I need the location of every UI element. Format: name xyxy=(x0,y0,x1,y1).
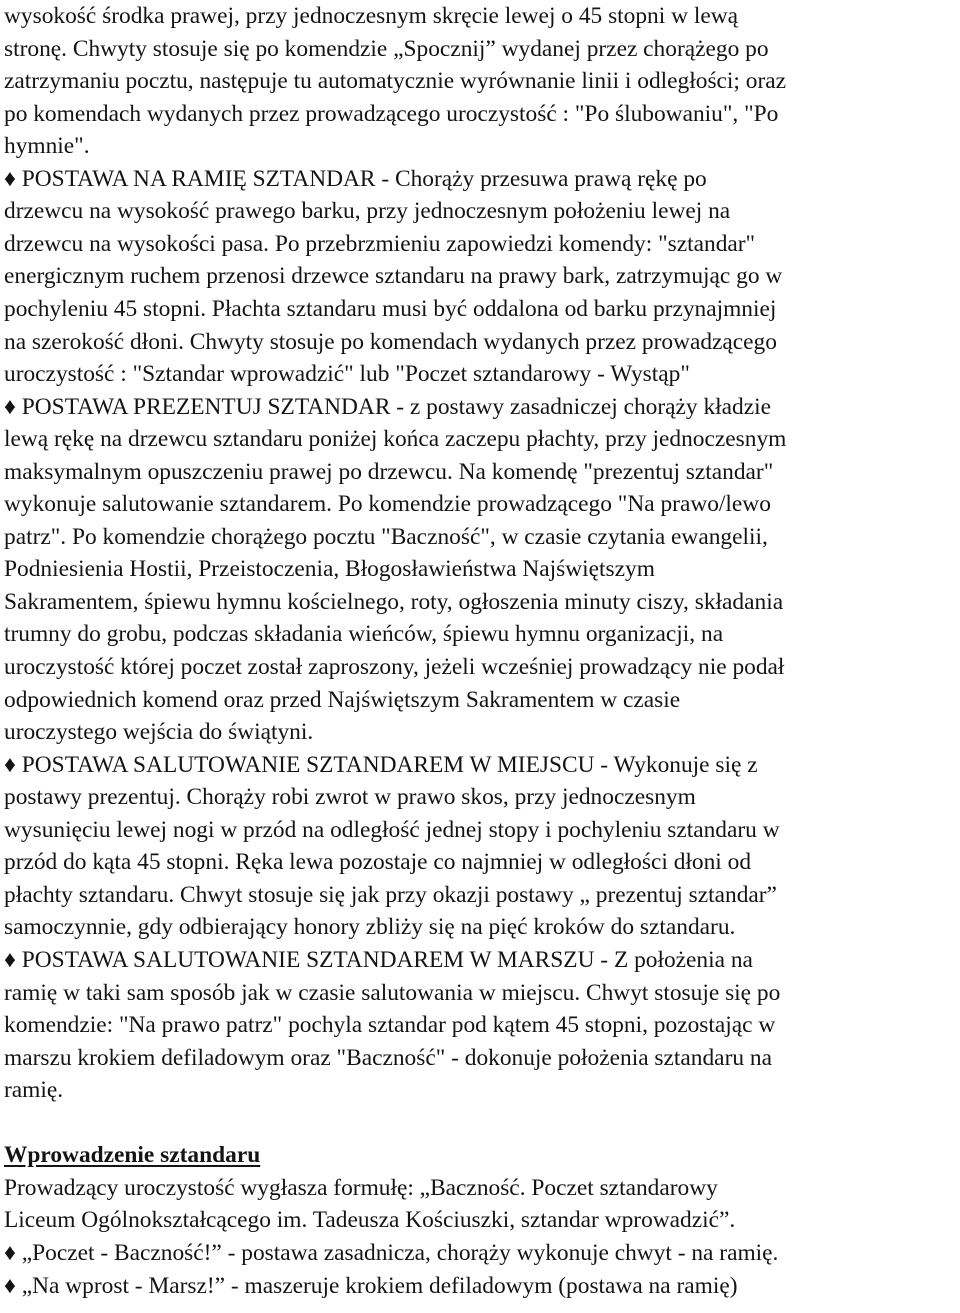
paragraph-line: uroczystego wejścia do świątyni. xyxy=(4,719,314,746)
paragraph-line: wykonuje salutowanie sztandarem. Po komendzie prowadzącego "Na prawo/lewo xyxy=(4,491,771,518)
paragraph-line: energicznym ruchem przenosi drzewce sztandaru na prawy bark, zatrzymując go w xyxy=(4,263,783,290)
paragraph-line: hymnie". xyxy=(4,133,90,160)
paragraph-line: drzewcu na wysokość prawego barku, przy jednoczesnym położeniu lewej na xyxy=(4,198,731,225)
paragraph-line: Podniesienia Hostii, Przeistoczenia, Błogosławieństwa Najświętszym xyxy=(4,556,655,583)
paragraph-line: uroczystość : "Sztandar wprowadzić" lub "Poczet sztandarowy - Wystąp" xyxy=(4,361,690,387)
paragraph-line: trumny do grobu, podczas składania wieńców, śpiewu hymnu organizacji, na xyxy=(4,621,724,648)
paragraph-line: drzewcu na wysokości pasa. Po przebrzmieniu zapowiedzi komendy: "sztandar" xyxy=(4,230,756,257)
paragraph-line: ♦ POSTAWA SALUTOWANIE SZTANDAREM W MIEJSCU - Wykonuje się z xyxy=(4,751,758,778)
section-line: ♦ „Poczet - Baczność!” - postawa zasadnicza, chorąży wykonuje chwyt - na ramię. xyxy=(4,1239,779,1266)
paragraph-line: ♦ POSTAWA SALUTOWANIE SZTANDAREM W MARSZU - Z położenia na xyxy=(4,946,753,973)
paragraph-line: ♦ POSTAWA PREZENTUJ SZTANDAR - z postawy zasadniczej chorąży kładzie xyxy=(4,393,771,420)
paragraph-line: odpowiednich komend oraz przed Najświętszym Sakramentem w czasie xyxy=(4,686,681,713)
paragraph-line: na szerokość dłoni. Chwyty stosuje po komendach wydanych przez prowadzącego xyxy=(4,328,777,355)
paragraph-line: marszu krokiem defiladowym oraz "Baczność" - dokonuje położenia sztandaru na xyxy=(4,1044,772,1071)
section-line: Prowadzący uroczystość wygłasza formułę: „Baczność. Poczet sztandarowy xyxy=(4,1174,718,1201)
paragraph-line: przód do kąta 45 stopni. Ręka lewa pozostaje co najmniej w odległości dłoni od xyxy=(4,849,752,876)
paragraph-line: wysokość środka prawej, przy jednoczesnym skręcie lewej o 45 stopni w lewą xyxy=(4,3,738,29)
section-line: ♦ „Na wprost - Marsz!” - maszeruje krokiem defiladowym (postawa na ramię) xyxy=(4,1272,738,1299)
paragraph-line: wysunięciu lewej nogi w przód na odległość jednej stopy i pochyleniu sztandaru w xyxy=(4,816,780,843)
paragraph-line: maksymalnym opuszczeniu prawej po drzewcu. Na komendę "prezentuj sztandar" xyxy=(4,458,774,485)
paragraph-line: zatrzymaniu pocztu, następuje tu automatycznie wyrównanie linii i odległości; oraz xyxy=(4,68,787,95)
paragraph-line: ramię. xyxy=(4,1077,64,1104)
paragraph-line: Sakramentem, śpiewu hymnu kościelnego, roty, ogłoszenia minuty ciszy, składania xyxy=(4,588,784,615)
paragraph-line: uroczystość której poczet został zaproszony, jeżeli wcześniej prowadzący nie podał xyxy=(4,654,785,680)
paragraph-line: patrz". Po komendzie chorążego pocztu "Baczność", w czasie czytania ewangelii, xyxy=(4,523,768,550)
paragraph-line: ramię w taki sam sposób jak w czasie salutowania w miejscu. Chwyt stosuje się po xyxy=(4,979,781,1006)
paragraph-line: stronę. Chwyty stosuje się po komendzie „Spocznij” wydanej przez chorążego po xyxy=(4,35,769,62)
paragraph-line: samoczynnie, gdy odbierający honory zbliży się na pięć kroków do sztandaru. xyxy=(4,914,736,941)
paragraph-line: postawy prezentuj. Chorąży robi zwrot w prawo skos, przy jednoczesnym xyxy=(4,784,696,811)
section-heading: Wprowadzenie sztandaru xyxy=(4,1142,261,1169)
paragraph-line: lewą rękę na drzewcu sztandaru poniżej końca zaczepu płachty, przy jednoczesnym xyxy=(4,426,787,453)
paragraph-line: płachty sztandaru. Chwyt stosuje się jak przy okazji postawy „ prezentuj sztandar” xyxy=(4,881,777,908)
paragraph-line: pochyleniu 45 stopni. Płachta sztandaru musi być oddalona od barku przynajmniej xyxy=(4,295,777,322)
section-line: Liceum Ogólnokształcącego im. Tadeusza Kościuszki, sztandar wprowadzić”. xyxy=(4,1207,736,1234)
paragraph-line: ♦ POSTAWA NA RAMIĘ SZTANDAR - Chorąży przesuwa prawą rękę po xyxy=(4,165,707,192)
paragraph-line: komendzie: "Na prawo patrz" pochyla sztandar pod kątem 45 stopni, pozostając w xyxy=(4,1012,776,1038)
paragraph-line: po komendach wydanych przez prowadzącego uroczystość : "Po ślubowaniu", "Po xyxy=(4,100,779,127)
